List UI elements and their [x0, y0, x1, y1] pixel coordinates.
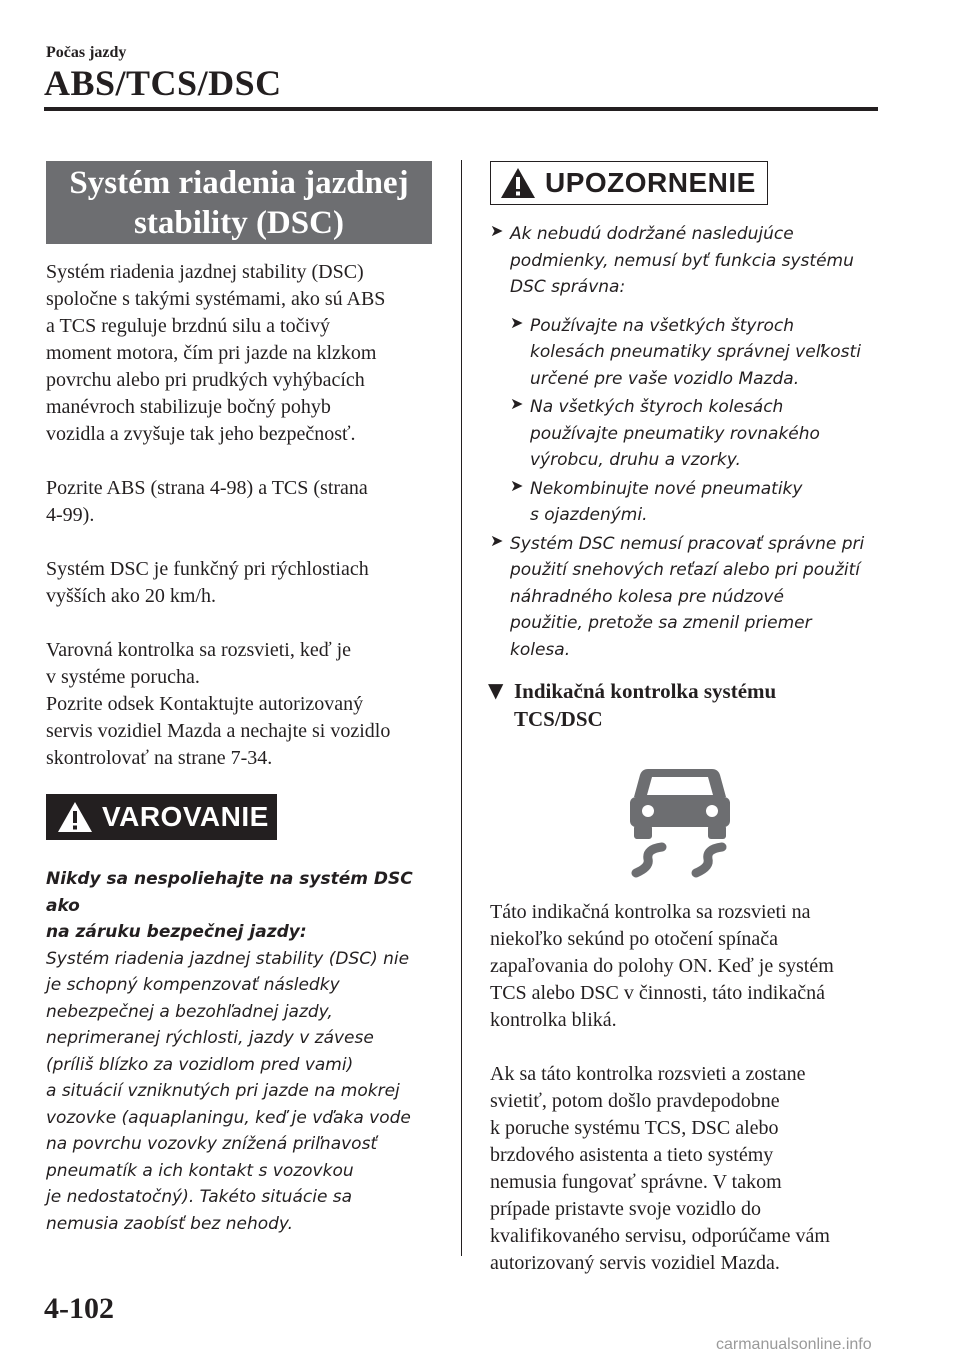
warning-text: Systém riadenia jazdnej stability (DSC) nie je schopný kompenzovať následky nebezpečnej a bezohľadnej jazdy, neprimeranej rýchlosti, jazdy v závese (príliš blízko za vozidlom pred vami) a situácií vzniknutých pri jazde na mokrej vozovke (aquaplaningu, keď je vďaka vode na povrchu vozovky znížená priľnavosť pneumatík a ich kontakt s vozovkou je nedostatočný). Takéto situácie sa nemusia zaobísť bez nehody.: [46, 948, 411, 1234]
caution-sub-bullet: [510, 313, 890, 393]
indicator-subheading: [488, 677, 890, 733]
right-column: [490, 161, 890, 1277]
caution-bullet-text: Ak nebudú dodržané nasledujúce podmienky, nemusí byť funkcia systému DSC správna:: [510, 224, 854, 297]
speed-paragraph: Systém DSC je funkčný pri rýchlostiach vyšších ako 20 km/h.: [46, 558, 369, 607]
caution-list: [490, 221, 890, 663]
warning-lead: Nikdy sa nespoliehajte na systém DSC ako na záruku bezpečnej jazdy:: [46, 869, 413, 942]
watermark: carmanualsonline.info: [716, 1336, 872, 1353]
header-rule: [44, 107, 878, 111]
caution-sub-bullet-text: Na všetkých štyroch kolesách používajte pneumatiky rovnakého výrobcu, druhu a vzorky.: [530, 397, 820, 470]
warning-triangle-icon: [499, 166, 537, 200]
arrow-bullet-icon: ➤: [510, 312, 524, 332]
malfunction-indicator-paragraph: Ak sa táto kontrolka rozsvieti a zostane svietiť, potom došlo pravdepodobne k poruche systému TCS, DSC alebo brzdového asistenta a tieto systémy nemusia fungovať správne. V takom prípade pristavte svoje vozidlo do kvalifikovaného servisu, odporúčame vám autorizovaný servis vozidiel Mazda.: [490, 1063, 830, 1274]
breadcrumb: Počas jazdy: [46, 44, 127, 61]
left-column: [46, 161, 438, 1237]
caution-banner: [490, 161, 768, 205]
tcs-dsc-indicator-icon: [618, 761, 742, 881]
caution-bullet: [490, 531, 890, 664]
reference-paragraph: Pozrite ABS (strana 4-98) a TCS (strana 4-99).: [46, 477, 368, 526]
page-number: 4-102: [44, 1292, 114, 1325]
caution-sub-bullet: [510, 476, 890, 529]
caution-sub-list: [510, 313, 890, 529]
arrow-bullet-icon: ➤: [490, 221, 504, 240]
caution-label: UPOZORNENIE: [545, 167, 756, 198]
arrow-bullet-icon: ➤: [510, 394, 524, 413]
arrow-bullet-icon: ➤: [510, 475, 524, 495]
caution-sub-bullet-text: Nekombinujte nové pneumatiky s ojazdenými.: [530, 478, 803, 525]
indicator-subheading-text: Indikačná kontrolka systému TCS/DSC: [514, 679, 777, 731]
malfunction-paragraph: Varovná kontrolka sa rozsvieti, keď je v systéme porucha. Pozrite odsek Kontaktujte autorizovaný servis vozidiel Mazda a nechajte si vozidlo skontrolovať na strane 7-34.: [46, 639, 391, 769]
warning-label: VAROVANIE: [102, 801, 269, 832]
caution-sub-bullet-text: Používajte na všetkých štyroch kolesách pneumatiky správnej veľkosti určené pre vaše vozidlo Mazda.: [530, 315, 861, 389]
indicator-paragraph: Táto indikačná kontrolka sa rozsvieti na niekoľko sekúnd po otočení spínača zapaľovania do polohy ON. Keď je systém TCS alebo DSC v činnosti, táto indikačná kontrolka bliká.: [490, 901, 834, 1031]
caution-bullet: [490, 221, 890, 301]
section-title: Systém riadenia jazdnej stability (DSC): [46, 161, 432, 244]
arrow-bullet-icon: ➤: [490, 530, 504, 550]
indicator-illustration: [618, 761, 742, 881]
caution-bullet-text: Systém DSC nemusí pracovať správne pri použití snehových reťazí alebo pri použití náhradného kolesa pre núdzové použitie, pretože sa zmenil priemer kolesa.: [510, 533, 865, 660]
intro-paragraph: Systém riadenia jazdnej stability (DSC) spoločne s takými systémami, ako sú ABS a TCS reguluje brzdnú silu a točivý moment motora, čím pri jazde na klzkom povrchu alebo pri prudkých vyhýbacích manévroch stabilizuje bočný pohyb vozidla a zvyšuje tak jeho bezpečnosť.: [46, 261, 386, 445]
chapter-title: ABS/TCS/DSC: [44, 63, 282, 103]
warning-block: [46, 794, 438, 1237]
triangle-down-icon: ▼: [488, 678, 504, 702]
warning-banner: [46, 794, 277, 840]
column-divider: [461, 160, 462, 1256]
warning-triangle-icon: [56, 800, 94, 834]
caution-sub-bullet: [510, 394, 890, 474]
